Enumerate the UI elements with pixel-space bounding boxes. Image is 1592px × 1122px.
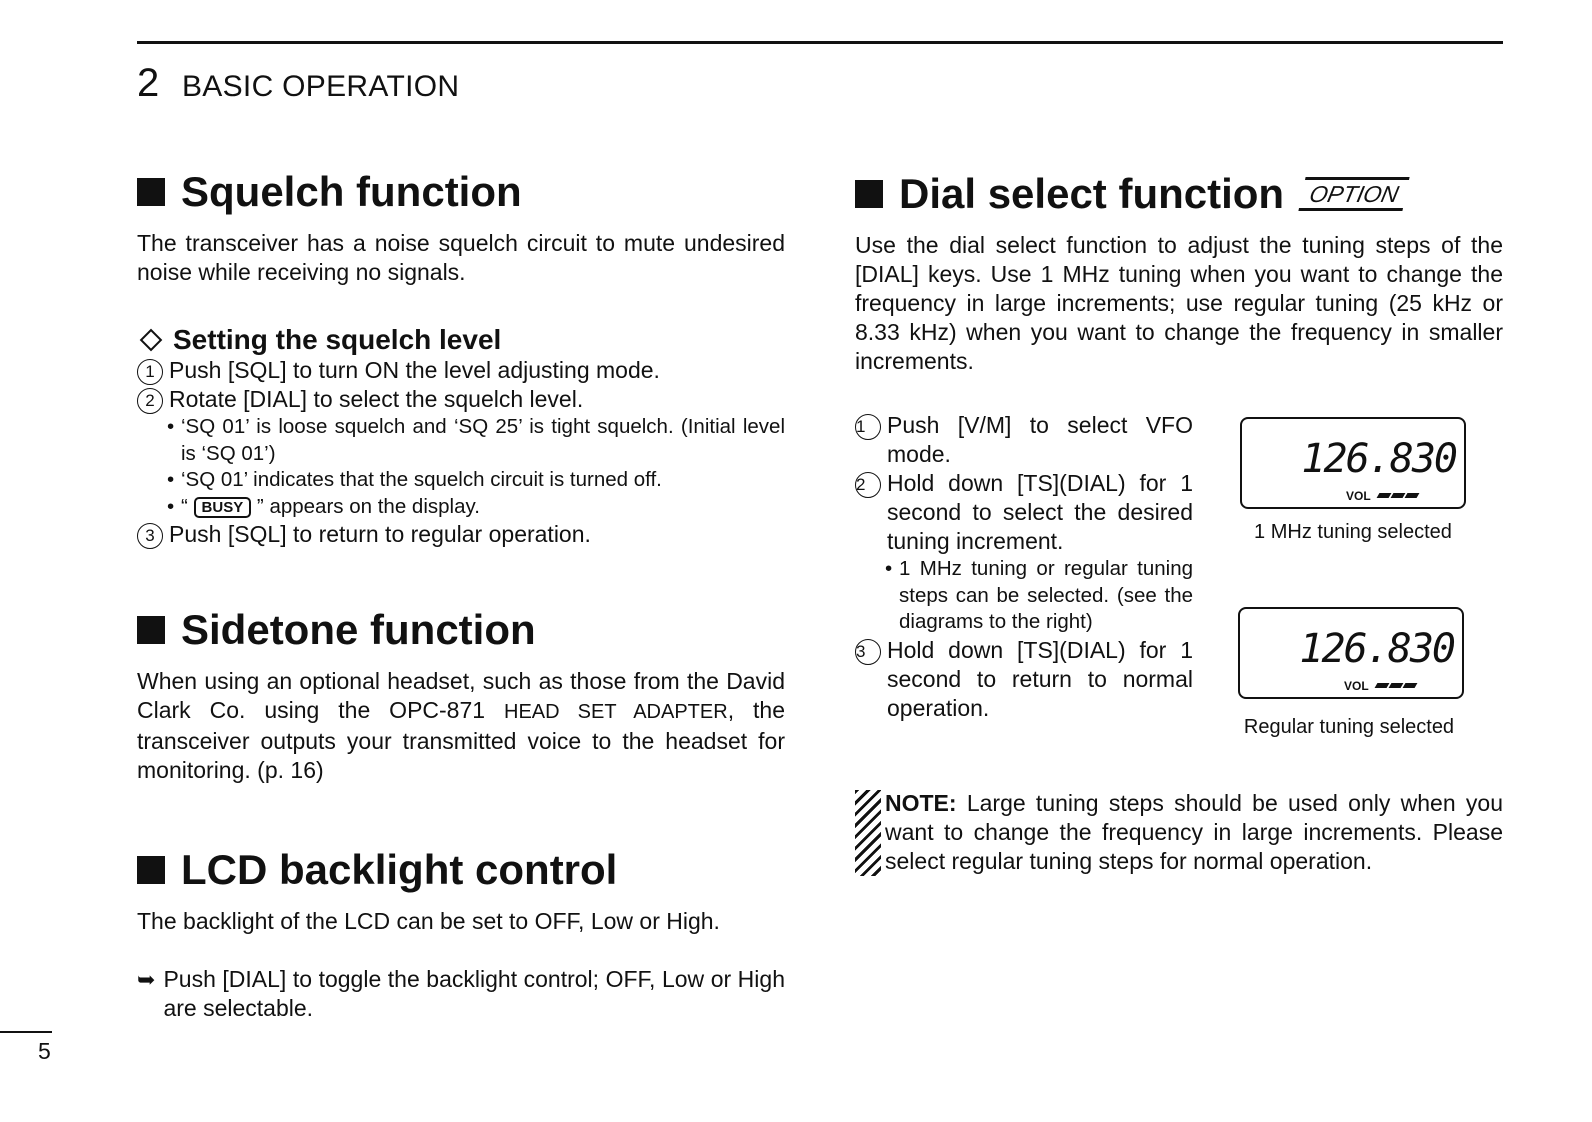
dial-step-2 — [855, 469, 1193, 556]
vol-label: VOL — [1344, 679, 1369, 693]
lcd-display-regular — [1238, 607, 1464, 699]
note-hatch-icon — [855, 790, 881, 876]
step-number: 2 — [855, 472, 881, 498]
dial-step-1 — [855, 411, 1193, 469]
step-text: Push [V/M] to select VFO mode. — [887, 412, 1193, 467]
section-square-icon — [137, 178, 165, 206]
dial-step-3 — [855, 636, 1193, 723]
arrow-icon: ➥ — [137, 967, 156, 992]
step-number: 1 — [137, 359, 163, 385]
footer-rule — [0, 1031, 52, 1033]
dial-select-title-text: Dial select function — [899, 170, 1285, 217]
diamond-icon — [140, 329, 163, 352]
squelch-intro: The transceiver has a noise squelch circuit to mute undesired noise while receiving no signals. — [137, 230, 785, 285]
step-text: Push [SQL] to turn ON the level adjusting mode. — [169, 357, 660, 383]
busy-indicator: BUSY — [194, 497, 252, 518]
lcd-caption-regular: Regular tuning selected — [1243, 716, 1455, 738]
header-rule — [137, 41, 1503, 44]
frequency-readout: 126.830 — [1301, 436, 1456, 482]
squelch-steps — [137, 356, 785, 549]
step-text: Hold down [TS](DIAL) for 1 second to return to normal operation. — [887, 636, 1193, 721]
step-text: Push [SQL] to return to regular operation. — [169, 521, 591, 547]
lcd-display-1mhz — [1240, 417, 1466, 509]
section-square-icon — [855, 180, 883, 208]
chapter-title: BASIC OPERATION — [182, 70, 460, 103]
squelch-step-3 — [137, 520, 785, 549]
step-text: Rotate [DIAL] to select the squelch level. — [169, 386, 584, 412]
squelch-bullets — [137, 414, 785, 520]
dial-select-intro: Use the dial select function to adjust the tuning steps of the [DIAL] keys. Use 1 MHz tuning when you want to change the frequency in large increments; use regular tuning (25 kHz or 8.33 kHz) when you want to change the frequency in smaller increments. — [855, 232, 1503, 374]
frequency-readout: 126.830 — [1299, 626, 1454, 672]
squelch-bullet-3: • “ BUSY ” appears on the display. — [167, 494, 480, 518]
vol-bars-icon — [1378, 493, 1418, 498]
squelch-step-2 — [137, 385, 785, 414]
sidetone-section-title — [137, 606, 536, 654]
lcd-caption-1mhz: 1 MHz tuning selected — [1254, 521, 1452, 543]
squelch-section-title — [137, 168, 522, 216]
squelch-subheading — [137, 324, 501, 356]
step-text: Hold down [TS](DIAL) for 1 second to select the desired tuning increment. — [887, 470, 1193, 554]
dial-select-section-title — [855, 170, 1406, 218]
step-number: 3 — [137, 523, 163, 549]
vol-label: VOL — [1346, 489, 1371, 503]
dial-bullet: • 1 MHz tuning or regular tuning steps can be selected. (see the diagrams to the right) — [885, 557, 1193, 633]
squelch-bullet-2: • ‘SQ 01’ indicates that the squelch circuit is turned off. — [167, 468, 662, 491]
step-number: 3 — [855, 639, 881, 665]
note-label: NOTE: — [885, 790, 957, 816]
squelch-step-1 — [137, 356, 785, 385]
lcd-backlight-instruction: ➥ Push [DIAL] to toggle the backlight control; OFF, Low or High are selectable. — [137, 966, 785, 1021]
step-number: 2 — [137, 388, 163, 414]
head-set-adapter-label: HEAD SET ADAPTER — [504, 701, 728, 723]
dial-select-steps — [855, 411, 1193, 723]
squelch-bullet-1: • ‘SQ 01’ is loose squelch and ‘SQ 25’ is tight squelch. (Initial level is ‘SQ 01’) — [167, 415, 785, 465]
section-square-icon — [137, 616, 165, 644]
sidetone-title-text: Sidetone function — [181, 606, 536, 653]
squelch-subheading-text: Setting the squelch level — [173, 324, 502, 355]
step-number: 1 — [855, 414, 881, 440]
lcd-backlight-intro: The backlight of the LCD can be set to OFF, Low or High. — [137, 908, 720, 934]
squelch-title-text: Squelch function — [181, 168, 522, 215]
page-number: 5 — [38, 1038, 51, 1064]
dial-select-note: NOTE: Large tuning steps should be used only when you want to change the frequency in large increments. Please select regular tuning steps for normal operation. — [885, 790, 1503, 874]
vol-bars-icon — [1376, 683, 1416, 688]
lcd-backlight-section-title — [137, 846, 617, 894]
section-square-icon — [137, 856, 165, 884]
chapter-number: 2 — [137, 61, 160, 105]
sidetone-body: When using an optional headset, such as those from the David Clark Co. using the OPC-871 HEAD SET ADAPTER, the transceiver outputs your transmitted voice to the headset for monitoring. (p. 16) — [137, 668, 785, 783]
option-tag: OPTION — [1298, 177, 1409, 211]
lcd-backlight-title-text: LCD backlight control — [181, 846, 618, 893]
